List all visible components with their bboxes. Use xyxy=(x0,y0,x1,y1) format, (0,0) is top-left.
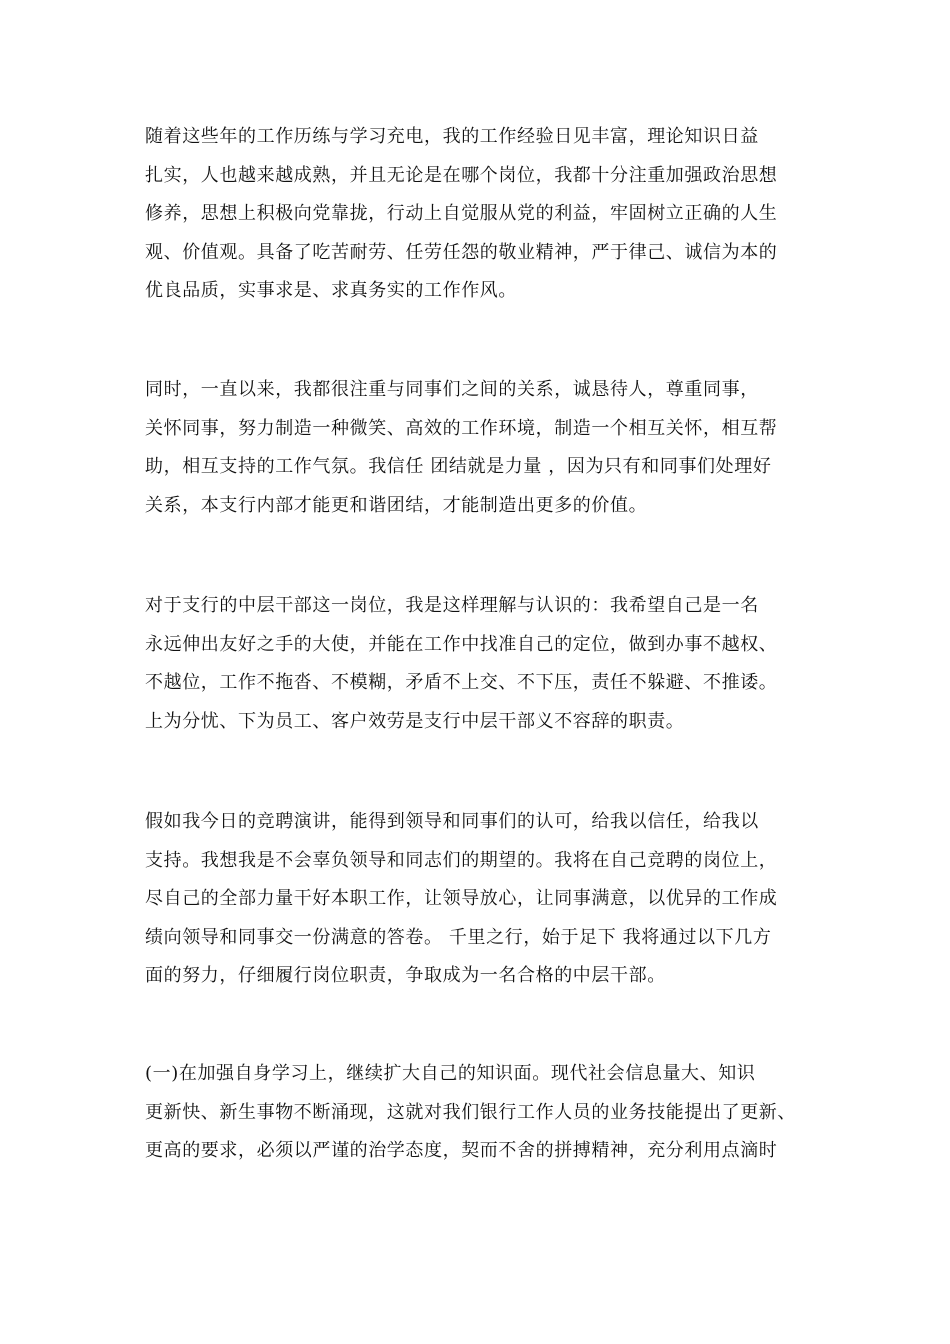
paragraph-line: 永远伸出友好之手的大使，并能在工作中找准自己的定位，做到办事不越权、 xyxy=(145,633,778,655)
paragraph-line: 假如我今日的竞聘演讲，能得到领导和同事们的认可，给我以信任，给我以 xyxy=(145,811,759,832)
paragraph-line: 随着这些年的工作历练与学习充电，我的工作经验日见丰富，理论知识日益 xyxy=(145,126,759,147)
paragraph-4 xyxy=(145,803,805,996)
paragraph-line: 观、价值观。具备了吃苦耐劳、任劳任怨的敬业精神，严于律己、诚信为本的 xyxy=(145,241,778,263)
paragraph-line: (一)在加强自身学习上，继续扩大自己的知识面。现代社会信息量大、知识 xyxy=(145,1063,756,1084)
paragraph-line: 助，相互支持的工作气氛。我信任 团结就是力量 ，因为只有和同事们处理好 xyxy=(145,456,772,477)
paragraph-3 xyxy=(145,587,805,741)
paragraph-line: 上为分忧、下为员工、客户效劳是支行中层干部义不容辞的职责。 xyxy=(145,710,685,732)
paragraph-line: 同时，一直以来，我都很注重与同事们之间的关系，诚恳待人，尊重同事， xyxy=(145,379,759,400)
paragraph-line: 面的努力，仔细履行岗位职责，争取成为一名合格的中层干部。 xyxy=(145,965,666,986)
paragraph-line: 关怀同事，努力制造一种微笑、高效的工作环境，制造一个相互关怀，相互帮 xyxy=(145,417,778,439)
paragraph-1 xyxy=(145,118,805,311)
paragraph-line: 修养，思想上积极向党靠拢，行动上自觉服从党的利益，牢固树立正确的人生 xyxy=(145,203,778,224)
paragraph-line: 对于支行的中层干部这一岗位，我是这样理解与认识的：我希望自己是一名 xyxy=(145,595,759,616)
paragraph-line: 支持。我想我是不会辜负领导和同志们的期望的。我将在自己竞聘的岗位上， xyxy=(145,849,778,871)
paragraph-line: 尽自己的全部力量干好本职工作，让领导放心，让同事满意，以优异的工作成 xyxy=(145,888,778,909)
paragraph-line: 更新快、新生事物不断涌现，这就对我们银行工作人员的业务技能提出了更新、 xyxy=(145,1101,796,1123)
paragraph-line: 优良品质，实事求是、求真务实的工作作风。 xyxy=(145,280,517,301)
paragraph-2 xyxy=(145,371,805,525)
paragraph-5 xyxy=(145,1055,805,1171)
paragraph-line: 关系，本支行内部才能更和谐团结，才能制造出更多的价值。 xyxy=(145,494,648,516)
paragraph-line: 不越位，工作不拖沓、不模糊，矛盾不上交、不下压，责任不躲避、不推诿。 xyxy=(145,672,778,693)
paragraph-line: 扎实，人也越来越成熟，并且无论是在哪个岗位，我都十分注重加强政治思想 xyxy=(145,164,778,186)
paragraph-line: 更高的要求，必须以严谨的治学态度，契而不舍的拼搏精神，充分利用点滴时 xyxy=(145,1140,778,1161)
paragraph-line: 绩向领导和同事交一份满意的答卷。 千里之行，始于足下 我将通过以下几方 xyxy=(145,926,772,948)
